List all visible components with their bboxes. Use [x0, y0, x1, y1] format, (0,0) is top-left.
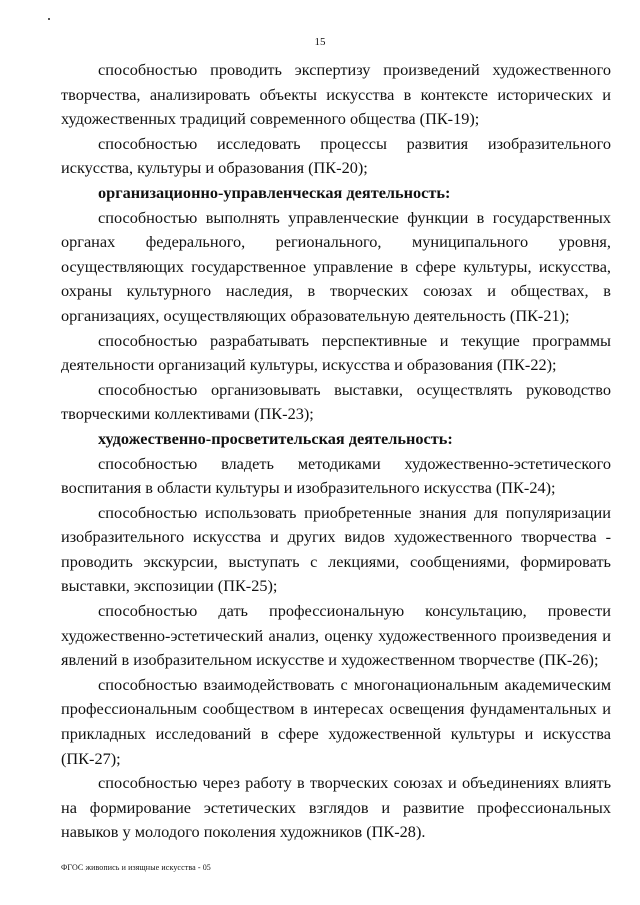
- paragraph-pk-24: способностью владеть методиками художественно-эстетического воспитания в области культуры и изобразительного искусства (ПК-24);: [61, 453, 611, 498]
- document-footer: ФГОС живопись и изящные искусства - 05: [61, 863, 211, 872]
- paragraph-pk-26: способностью дать профессиональную консультацию, провести художественно-эстетический анализ, оценку художественного произведения и явлений в изобразительном искусстве и художественном творчестве (ПК-26);: [61, 601, 611, 670]
- paragraph-pk-21: способностью выполнять управленческие функции в государственных органах федерального, регионального, муниципального уровня, осуществляющих государственное управление в сфере культуры, искусства, охраны культурного наследия, в творческих союзах и обществах, в организациях, осуществляющих образовательную деятельность (ПК-21);: [61, 207, 611, 325]
- paragraph-pk-19: способностью проводить экспертизу произведений художественного творчества, анализировать объекты искусства в контексте исторических и художественных традиций современного общества (ПК-19);: [61, 60, 611, 129]
- paragraph-pk-20: способностью исследовать процессы развития изобразительного искусства, культуры и образования (ПК-20);: [61, 133, 611, 178]
- page-number: 15: [314, 36, 326, 48]
- scan-speck: [48, 18, 50, 20]
- document-body: [61, 58, 611, 845]
- paragraph-pk-23: способностью организовывать выставки, осуществлять руководство творческими коллективами (ПК-23);: [61, 379, 611, 424]
- paragraph-pk-28: способностью через работу в творческих союзах и объединениях влиять на формирование эстетических взглядов и развитие профессиональных навыков у молодого поколения художников (ПК-28).: [61, 773, 611, 842]
- section-heading-educational: художественно-просветительская деятельность:: [98, 428, 453, 448]
- section-heading-organizational: организационно-управленческая деятельность:: [98, 182, 451, 202]
- paragraph-pk-27: способностью взаимодействовать с многонациональным академическим профессиональным сообществом в интересах освещения фундаментальных и прикладных исследований в сфере художественной культуры и искусства (ПК-27);: [61, 674, 611, 768]
- paragraph-pk-22: способностью разрабатывать перспективные и текущие программы деятельности организаций культуры, искусства и образования (ПК-22);: [61, 330, 611, 375]
- paragraph-pk-25: способностью использовать приобретенные знания для популяризации изобразительного искусства и других видов художественного творчества - проводить экскурсии, выступать с лекциями, сообщениями, формировать выставки, экспозиции (ПК-25);: [61, 502, 611, 596]
